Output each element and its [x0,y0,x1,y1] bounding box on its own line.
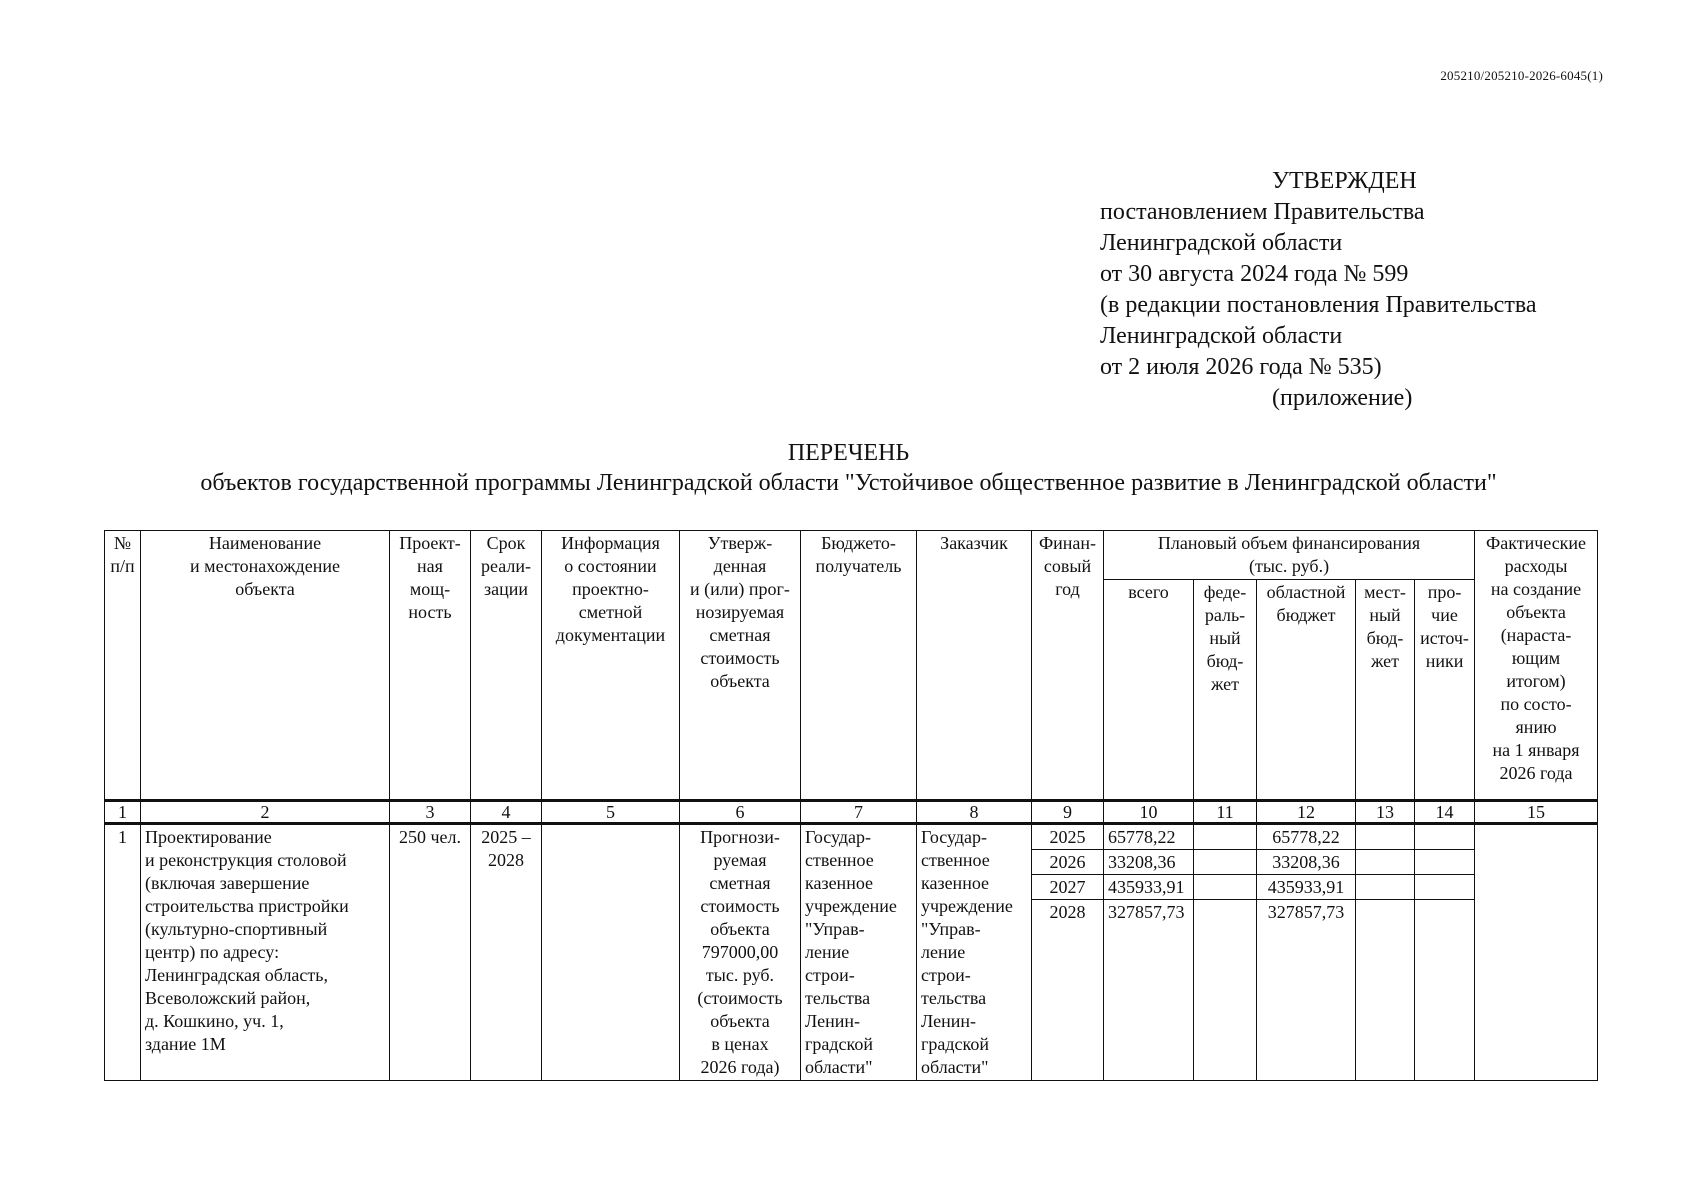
approval-block [1100,166,1537,414]
cell-line: Прогнози- [700,827,780,847]
cell-line: феде- [1203,582,1247,602]
cell-line: строи- [921,965,971,985]
cell-line: Государ- [805,827,872,847]
row-recipient [801,824,917,1081]
cell-line: жет [1210,674,1240,694]
cell-line: янию [1515,717,1557,737]
cell-line: Заказчик [940,533,1008,553]
cell-line: ющим [1511,648,1561,668]
cell-line: ники [1425,651,1464,671]
cell-line: градской [805,1034,873,1054]
cell-line: в ценах [711,1034,769,1054]
cell-line: ственное [921,850,990,870]
cell-line: сметная [709,625,771,645]
cell-line: тыс. руб. [705,965,775,985]
header-actual [1475,531,1598,801]
cell-line: нозируемая [695,602,785,622]
cell-line: Срок [486,533,526,553]
cell-line: ный [1209,628,1241,648]
cell-line: ность [408,602,452,622]
cell-line: тельства [805,988,871,1008]
cell-line: жет [1370,651,1400,671]
cell-line: 2028 [488,850,524,870]
approval-tail: (приложение) [1272,385,1413,411]
cell-line: Проект- [399,533,461,553]
cell-line: и реконструкция столовой [145,850,347,870]
row-customer [917,824,1032,1081]
cell-line: Информация [561,533,660,553]
column-number: 6 [680,801,801,824]
cell-line: бюджет [1276,605,1336,625]
year-value: 435933,91 [1257,875,1355,900]
approval-line: от 30 августа 2024 года № 599 [1100,261,1409,287]
cell-line: и (или) прог- [690,579,790,599]
year-value: 33208,36 [1257,850,1355,875]
column-number: 12 [1257,801,1356,824]
year-value [1356,825,1414,850]
cell-line: учреждение [805,896,897,916]
year-value [1415,875,1474,900]
cell-line: "Управ- [805,919,865,939]
year-value [1356,850,1414,875]
cell-line: 2025 – [481,827,531,847]
cell-line: 2026 года) [700,1057,780,1077]
column-number: 13 [1356,801,1415,824]
year-value: 327857,73 [1108,902,1185,922]
cell-line: ная [417,556,443,576]
column-number: 8 [917,801,1032,824]
cell-line: стоимость [700,896,780,916]
year-value: 2025 [1032,825,1103,850]
cell-line: Финан- [1038,533,1097,553]
cell-line: 2026 года [1499,763,1573,783]
header-num [105,531,141,801]
cell-line: источ- [1420,628,1469,648]
approval-line: от 2 июля 2026 года № 535) [1100,354,1382,380]
title-main: ПЕРЕЧЕНЬ [787,440,910,466]
cell-line: областной [1266,582,1346,602]
header-psd [542,531,680,801]
header-capacity [390,531,471,801]
cell-line: объекта [710,671,770,691]
cell-line: объекта [710,1011,770,1031]
cell-line: (тыс. руб.) [1248,556,1330,576]
cell-line: (культурно-спортивный [145,919,328,939]
column-numbers-row [105,801,1598,824]
cell-line: Государ- [921,827,988,847]
cell-line: расходы [1504,556,1568,576]
cell-line: ление [921,942,966,962]
cell-line: области" [805,1057,873,1077]
row-actual [1475,824,1598,1081]
year-value: 2026 [1032,850,1103,875]
cell-line: (включая завершение [145,873,310,893]
year-value [1194,900,1256,924]
header-total [1104,580,1194,801]
row-local [1356,824,1415,1081]
cell-line: чие [1431,605,1458,625]
year-value: 327857,73 [1267,902,1345,922]
cell-line: п/п [110,556,135,576]
cell-line: получатель [815,556,902,576]
cell-line: про- [1427,582,1462,602]
year-value: 435933,91 [1104,875,1193,900]
cell-line: области" [921,1057,989,1077]
header-federal [1194,580,1257,801]
year-value: 2027 [1032,875,1103,900]
column-number: 11 [1194,801,1257,824]
cell-line: строи- [805,965,855,985]
row-cost [680,824,801,1081]
row-other [1415,824,1475,1081]
cell-line: бюд- [1206,651,1244,671]
row-num: 1 [105,824,141,1081]
approval-line: постановлением Правительства [1100,199,1425,225]
cell-line: ный [1369,605,1401,625]
cell-line: учреждение [921,896,1013,916]
header-customer [917,531,1032,801]
cell-line: объекта [710,919,770,939]
column-number: 10 [1104,801,1194,824]
year-value: 2028 [1049,902,1086,922]
cell-line: итогом) [1506,671,1566,691]
column-number: 7 [801,801,917,824]
document-number: 205210/205210-2026-6045(1) [1440,68,1603,83]
cell-line: стоимость [700,648,780,668]
year-value: 65778,22 [1257,825,1355,850]
cell-line: сметной [578,602,643,622]
row-federal [1194,824,1257,1081]
row-name [141,824,390,1081]
cell-line: год [1055,579,1080,599]
cell-line: Наименование [208,533,322,553]
cell-line: Плановый объем финансирования [1157,533,1421,553]
cell-line: Фактические [1485,533,1587,553]
column-number: 5 [542,801,680,824]
cell-line: здание 1М [145,1034,226,1054]
year-value: 33208,36 [1104,850,1193,875]
cell-line: совый [1043,556,1092,576]
cell-line: Бюджето- [821,533,896,553]
year-value [1415,900,1474,924]
year-value [1356,875,1414,900]
row-term [471,824,542,1081]
row-psd [542,824,680,1081]
row-years [1032,824,1104,1081]
cell-line: сметная [709,873,771,893]
cell-line: Проектирование [145,827,272,847]
cell-line: Ленин- [921,1011,976,1031]
cell-line: 797000,00 [701,942,779,962]
row-regional [1257,824,1356,1081]
cell-line: (нараста- [1500,625,1572,645]
header-regional [1257,580,1356,801]
cell-line: Ленин- [805,1011,860,1031]
header-year [1032,531,1104,801]
approval-line: Ленинградской области [1100,323,1343,349]
cell-line: № [113,533,132,553]
header-local [1356,580,1415,801]
column-number: 2 [141,801,390,824]
cell-line: Утверж- [707,533,773,553]
cell-line: объекта [235,579,295,599]
cell-line: казенное [805,873,874,893]
approval-head: УТВЕРЖДЕН [1272,168,1417,194]
column-number: 9 [1032,801,1104,824]
cell-line: центр) по адресу: [145,942,280,962]
column-number: 3 [390,801,471,824]
cell-line: градской [921,1034,989,1054]
column-number: 1 [105,801,141,824]
column-number: 4 [471,801,542,824]
header-name [141,531,390,801]
cell-line: бюд- [1366,628,1404,648]
cell-line: раль- [1204,605,1246,625]
column-number: 15 [1475,801,1598,824]
cell-line: объекта [1506,602,1566,622]
cell-line: строительства пристройки [145,896,349,916]
cell-line: руемая [713,850,767,870]
title-sub: объектов государственной программы Ленинградской области "Устойчивое общественное развитие в Ленинградской области" [200,470,1497,496]
row-capacity: 250 чел. [390,824,471,1081]
header-recipient [801,531,917,801]
cell-line: зации [484,579,528,599]
cell-line: о состоянии [564,556,657,576]
cell-line: и местонахождение [190,556,340,576]
cell-line: документации [555,625,666,645]
row-totals [1104,824,1194,1081]
cell-line: всего [1128,582,1169,602]
year-value [1415,850,1474,875]
approval-line: (в редакции постановления Правительства [1100,292,1537,318]
year-value: 65778,22 [1104,825,1193,850]
header-term [471,531,542,801]
cell-line: Ленинградская область, [145,965,328,985]
header-other [1415,580,1475,801]
cell-line: ственное [805,850,874,870]
column-number: 14 [1415,801,1475,824]
cell-line: мощ- [409,579,451,599]
cell-line: реали- [481,556,531,576]
cell-line: денная [713,556,767,576]
cell-line: "Управ- [921,919,981,939]
objects-table [104,530,1598,1081]
cell-line: д. Кошкино, уч. 1, [145,1011,284,1031]
year-value [1194,850,1256,875]
cell-line: на 1 января [1492,740,1580,760]
cell-line: казенное [921,873,990,893]
cell-line: на создание [1490,579,1582,599]
cell-line: тельства [921,988,987,1008]
cell-line: Всеволожский район, [145,988,311,1008]
cell-line: (стоимость [697,988,783,1008]
cell-line: ление [805,942,850,962]
header-planned [1104,531,1475,580]
year-value [1194,825,1256,850]
cell-line: мест- [1364,582,1406,602]
cell-line: проектно- [572,579,649,599]
year-value [1356,900,1414,924]
document-title [0,438,1697,498]
header-cost [680,531,801,801]
year-value [1415,825,1474,850]
year-value [1194,875,1256,900]
table-row [105,824,1598,1081]
cell-line: по состо- [1500,694,1572,714]
approval-line: Ленинградской области [1100,230,1343,256]
header-row [105,531,1598,580]
